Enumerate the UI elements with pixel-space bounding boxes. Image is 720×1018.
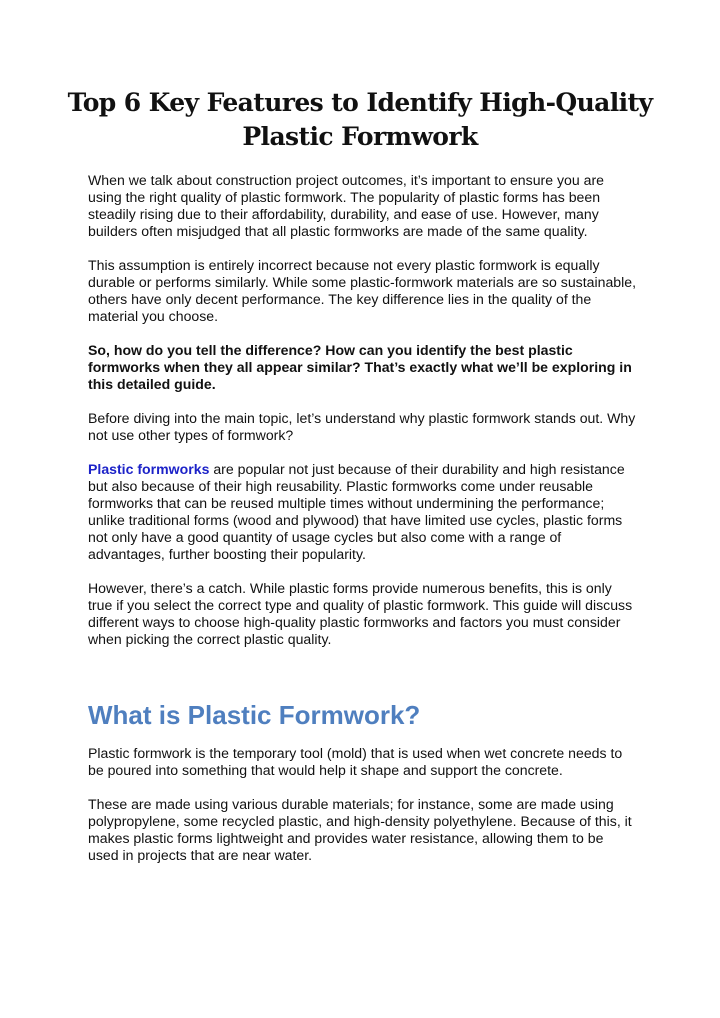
question-paragraph: So, how do you tell the difference? How can you identify the best plastic formworks when they all appear similar? That’s exactly what we’ll be exploring in this detailed guide.	[88, 342, 632, 392]
plastic-formworks-paragraph	[88, 461, 636, 563]
section-heading: What is Plastic Formwork?	[88, 700, 421, 730]
page-title: Top 6 Key Features to Identify High-Quality Plastic Formwork	[67, 88, 653, 151]
assumption-paragraph: This assumption is entirely incorrect because not every plastic formwork is equally durable or performs similarly. While some plastic-formwork materials are so sustainable, others have only decent performance. The key difference lies in the quality of the material you choose.	[88, 257, 637, 324]
intro-paragraph: When we talk about construction project outcomes, it’s important to ensure you are using the right quality of plastic formwork. The popularity of plastic forms has been steadily rising due to their affordability, durability, and ease of use. However, many builders often misjudged that all plastic formworks are made of the same quality.	[88, 172, 604, 239]
catch-paragraph: However, there’s a catch. While plastic forms provide numerous benefits, this is only true if you select the correct type and quality of plastic formwork. This guide will discuss different ways to choose high-quality plastic formworks and factors you must consider when picking the correct plastic quality.	[88, 580, 633, 647]
before-diving-paragraph: Before diving into the main topic, let’s understand why plastic formwork stands out. Why not use other types of formwork?	[88, 410, 636, 443]
plastic-formworks-text: are popular not just because of their durability and high resistance but also because of their high reusability. Plastic formworks come under reusable formworks that can be reused multiple times without undermining the performance; unlike traditional forms (wood and plywood) that have limited use cycles, plastic forms not only have a good quantity of usage cycles but also come with a range of advantages, further boosting their popularity.	[88, 461, 625, 562]
article-body	[88, 172, 636, 881]
plastic-formworks-link[interactable]: Plastic formworks	[88, 461, 210, 477]
materials-paragraph: These are made using various durable materials; for instance, some are made using polypropylene, some recycled plastic, and high-density polyethylene. Because of this, it makes plastic forms lightweight and provides water resistance, allowing them to be used in projects that are near water.	[88, 796, 632, 863]
definition-paragraph: Plastic formwork is the temporary tool (mold) that is used when wet concrete needs to be poured into something that would help it shape and support the concrete.	[88, 745, 623, 778]
